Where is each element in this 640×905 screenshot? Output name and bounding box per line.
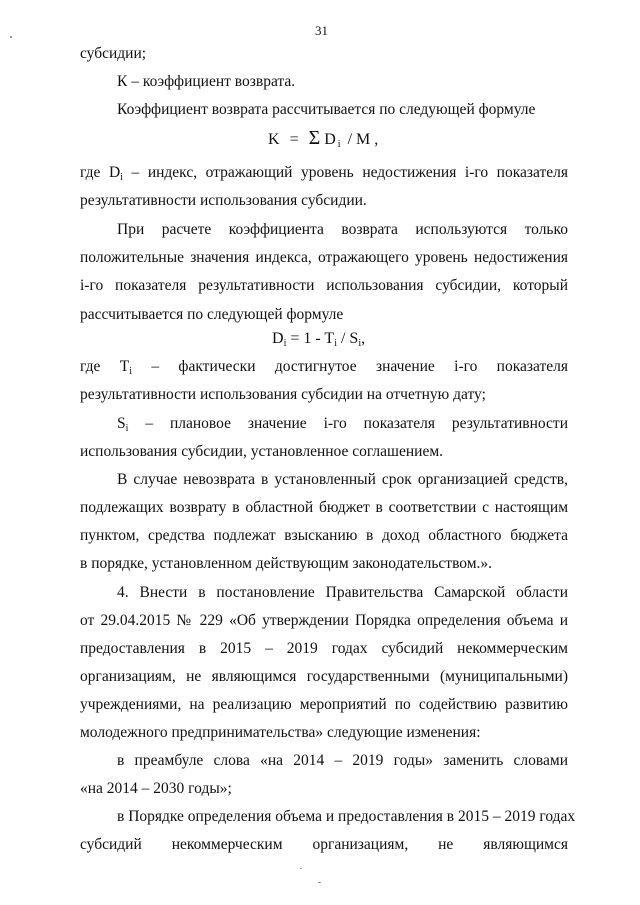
text-line: результативности использования субсидии. bbox=[80, 192, 367, 209]
text-line: пунктом, средства подлежат взысканию в доход областного бюджета bbox=[80, 527, 568, 544]
formula-d-sub: i bbox=[283, 338, 287, 349]
text-line: положительные значения индекса, отражающего уровень недостижения bbox=[80, 249, 568, 266]
formula-d-letter: D bbox=[272, 330, 284, 347]
symbol-d-letter: D bbox=[108, 164, 121, 181]
formula-t-sub: i bbox=[334, 338, 337, 349]
formula-end: , bbox=[361, 330, 366, 347]
text-line: Коэффициент возврата рассчитывается по следующей формуле bbox=[117, 101, 536, 118]
symbol-d-sub: i bbox=[120, 172, 123, 183]
text-line: К – коэффициент возврата. bbox=[117, 73, 296, 90]
text-line: В случае невозврата в установленный срок организацией средств, bbox=[117, 471, 568, 488]
symbol-d bbox=[109, 164, 123, 181]
text-line: подлежащих возврату в областной бюджет в соответствии с настоящим bbox=[80, 499, 568, 516]
text-line: 4. Внести в постановление Правительства Самарской области bbox=[117, 584, 568, 601]
text-line: рассчитывается по следующей формуле bbox=[80, 306, 344, 323]
scan-speck bbox=[10, 36, 12, 38]
text-line: результативности использования субсидии на отчетную дату; bbox=[80, 386, 486, 403]
symbol-t-letter: T bbox=[119, 358, 130, 375]
definition-text: – индекс, отражающий уровень недостижения i-го показателя bbox=[131, 164, 569, 181]
formula-d-slash: / S bbox=[340, 330, 359, 347]
formula-d-mid: = 1 - T bbox=[290, 330, 335, 347]
symbol-s-letter: S bbox=[117, 415, 126, 432]
where-word: где bbox=[80, 164, 101, 181]
formula-k-symbol: K bbox=[268, 131, 280, 148]
formula-k bbox=[268, 129, 378, 154]
text-line: в Порядке определения объема и предоставления в 2015 – 2019 годах bbox=[117, 808, 576, 825]
text-line: субсидий некоммерческим организациям, не являющимся bbox=[80, 836, 568, 853]
formula-s-sub: i bbox=[358, 338, 362, 349]
symbol-s bbox=[117, 415, 128, 432]
sigma-symbol: Σ bbox=[308, 127, 321, 149]
definition-text: – плановое значение i-го показателя результативности bbox=[145, 415, 568, 432]
text-line: молодежного предпринимательства» следующие изменения: bbox=[80, 724, 481, 741]
text-line bbox=[117, 415, 568, 438]
page-number: 31 bbox=[315, 23, 328, 38]
text-line: предоставления в 2015 – 2019 годах субсидий некоммерческим bbox=[80, 640, 568, 657]
formula-d bbox=[272, 330, 365, 353]
text-line: в порядке, установленном действующим законодательством.». bbox=[80, 555, 493, 572]
formula-sub: i bbox=[337, 139, 341, 150]
text-line: в преамбуле слова «на 2014 – 2019 годы» заменить словами bbox=[117, 752, 568, 769]
definition-text: – фактически достигнутое значение i-го показателя bbox=[151, 358, 569, 375]
text-line: субсидии; bbox=[80, 45, 147, 62]
symbol-s-sub: i bbox=[125, 423, 129, 434]
scan-speck bbox=[300, 868, 302, 869]
formula-rest: / M , bbox=[347, 131, 379, 148]
text-line: «на 2014 – 2030 годы»; bbox=[80, 780, 232, 797]
text-line: организациям, не являющимся государственными (муниципальными) bbox=[80, 668, 568, 685]
symbol-t bbox=[120, 358, 132, 375]
scan-speck bbox=[318, 882, 321, 883]
formula-d: D bbox=[324, 131, 336, 148]
text-line: учреждениями, на реализацию мероприятий по содействию развитию bbox=[80, 696, 568, 713]
text-line: использования субсидии, установленное соглашением. bbox=[80, 443, 444, 460]
text-line bbox=[80, 358, 568, 381]
formula-eq: = bbox=[289, 131, 299, 148]
text-line: При расчете коэффициента возврата используются только bbox=[117, 221, 568, 238]
text-line: от 29.04.2015 № 229 «Об утверждении Порядка определения объема и bbox=[80, 612, 568, 629]
text-line bbox=[80, 164, 568, 187]
symbol-t-sub: i bbox=[129, 366, 132, 377]
where-word: где bbox=[80, 358, 101, 375]
text-line: i-го показателя результативности использования субсидии, который bbox=[80, 277, 568, 294]
